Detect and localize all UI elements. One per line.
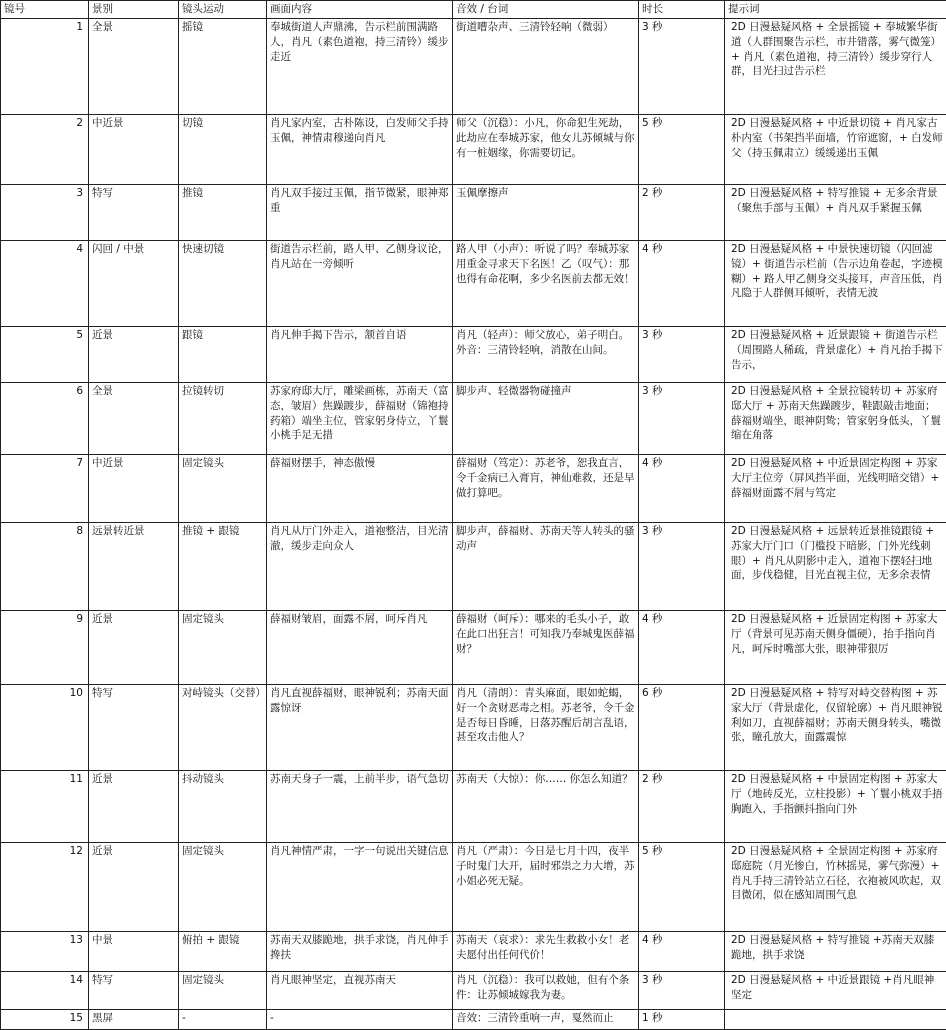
cell-duration: 2 秒 bbox=[639, 185, 725, 241]
cell-audio-dialogue: 薛福财（呵斥）：哪来的毛头小子，敢在此口出狂言！可知我乃奉城鬼医薛福财？ bbox=[453, 611, 639, 685]
cell-shot-size: 闪回 / 中景 bbox=[89, 241, 179, 327]
cell-duration: 6 秒 bbox=[639, 685, 725, 771]
cell-duration: 4 秒 bbox=[639, 932, 725, 972]
cell-audio-dialogue: 薛福财（笃定）：苏老爷，恕我直言，令千金病已入膏肓，神仙难救，还是早做打算吧。 bbox=[453, 455, 639, 523]
cell-camera-movement: 拉镜转切 bbox=[179, 383, 267, 455]
cell-prompt bbox=[725, 1010, 946, 1030]
cell-shot-number: 1 bbox=[1, 19, 89, 115]
cell-audio-dialogue: 肖凡（清朗）：青头麻面，眼如蛇蝎，好一个贪财恶毒之相。苏老爷，令千金是否每日昏睡，日落苏醒后胡言乱语，甚至攻击他人？ bbox=[453, 685, 639, 771]
cell-duration: 3 秒 bbox=[639, 523, 725, 611]
cell-scene-content: 苏南天身子一震，上前半步，语气急切 bbox=[267, 771, 453, 843]
cell-shot-number: 15 bbox=[1, 1010, 89, 1030]
cell-shot-size: 近景 bbox=[89, 771, 179, 843]
cell-shot-size: 中景 bbox=[89, 932, 179, 972]
cell-prompt: 2D 日漫悬疑风格 + 中近景切镜 + 肖凡家古朴内室（书架挡半面墙，竹帘遮窗，+ 白发师父（持玉佩肃立）缓缓递出玉佩 bbox=[725, 115, 946, 185]
cell-shot-number: 4 bbox=[1, 241, 89, 327]
cell-shot-size: 黑屏 bbox=[89, 1010, 179, 1030]
cell-shot-number: 12 bbox=[1, 843, 89, 932]
header-shot-number: 镜号 bbox=[1, 1, 89, 19]
cell-shot-size: 全景 bbox=[89, 383, 179, 455]
cell-camera-movement: 切镜 bbox=[179, 115, 267, 185]
table-row bbox=[1, 1010, 946, 1030]
cell-shot-number: 9 bbox=[1, 611, 89, 685]
cell-duration: 5 秒 bbox=[639, 843, 725, 932]
cell-shot-number: 7 bbox=[1, 455, 89, 523]
cell-shot-number: 14 bbox=[1, 972, 89, 1010]
cell-prompt: 2D 日漫悬疑风格 + 特写推镜 +苏南天双膝跪地，拱手求饶 bbox=[725, 932, 946, 972]
cell-duration: 4 秒 bbox=[639, 611, 725, 685]
cell-prompt: 2D 日漫悬疑风格 + 近景固定构图 + 苏家大厅（背景可见苏南天侧身僵硬），抬手指向肖凡，呵斥时嘴部大张，眼神带狠厉 bbox=[725, 611, 946, 685]
cell-shot-number: 5 bbox=[1, 327, 89, 383]
cell-duration: 4 秒 bbox=[639, 241, 725, 327]
cell-duration: 2 秒 bbox=[639, 771, 725, 843]
cell-camera-movement: 推镜 bbox=[179, 185, 267, 241]
cell-camera-movement: 固定镜头 bbox=[179, 611, 267, 685]
table-row bbox=[1, 383, 946, 455]
cell-prompt: 2D 日漫悬疑风格 + 中景固定构图 + 苏家大厅（地砖反光，立柱投影）+ 丫鬟小桃双手捂胸跑入，手指颤抖指向门外 bbox=[725, 771, 946, 843]
cell-shot-size: 近景 bbox=[89, 327, 179, 383]
cell-prompt: 2D 日漫悬疑风格 + 近景跟镜 + 街道告示栏（周围路人稀疏，背景虚化）+ 肖凡抬手揭下告示， bbox=[725, 327, 946, 383]
cell-audio-dialogue: 肖凡（沉稳）：我可以救她，但有个条件：让苏倾城嫁我为妻。 bbox=[453, 972, 639, 1010]
cell-scene-content: 街道告示栏前，路人甲、乙侧身议论，肖凡站在一旁倾听 bbox=[267, 241, 453, 327]
table-row bbox=[1, 19, 946, 115]
cell-shot-size: 中近景 bbox=[89, 115, 179, 185]
cell-prompt: 2D 日漫悬疑风格 + 特写推镜 + 无多余背景（聚焦手部与玉佩）+ 肖凡双手紧握玉佩 bbox=[725, 185, 946, 241]
header-prompt: 提示词 bbox=[725, 1, 946, 19]
cell-shot-size: 特写 bbox=[89, 185, 179, 241]
cell-prompt: 2D 日漫悬疑风格 + 中近景跟镜 +肖凡眼神坚定 bbox=[725, 972, 946, 1010]
header-scene-content: 画面内容 bbox=[267, 1, 453, 19]
table-row bbox=[1, 241, 946, 327]
table-row bbox=[1, 611, 946, 685]
cell-scene-content: 苏家府邸大厅，雕梁画栋，苏南天（富态，皱眉）焦躁踱步，薛福财（锦袍持药箱）端坐主位，管家躬身侍立，丫鬟小桃手足无措 bbox=[267, 383, 453, 455]
cell-scene-content: 肖凡直视薛福财，眼神锐利；苏南天面露惊讶 bbox=[267, 685, 453, 771]
cell-camera-movement: 固定镜头 bbox=[179, 843, 267, 932]
cell-camera-movement: 俯拍 + 跟镜 bbox=[179, 932, 267, 972]
cell-duration: 1 秒 bbox=[639, 1010, 725, 1030]
table-row bbox=[1, 972, 946, 1010]
cell-duration: 4 秒 bbox=[639, 455, 725, 523]
cell-prompt: 2D 日漫悬疑风格 + 远景转近景推镜跟镜 + 苏家大厅门口（门槛投下暗影，门外光线刺眼）+ 肖凡从阴影中走入，道袍下摆轻扫地面，步伐稳健，目光直视主位，无多余表情 bbox=[725, 523, 946, 611]
cell-audio-dialogue: 玉佩摩擦声 bbox=[453, 185, 639, 241]
cell-shot-number: 2 bbox=[1, 115, 89, 185]
cell-scene-content: 薛福财皱眉，面露不屑，呵斥肖凡 bbox=[267, 611, 453, 685]
cell-shot-number: 11 bbox=[1, 771, 89, 843]
cell-scene-content: 肖凡从厅门外走入，道袍整洁，目光清澈，缓步走向众人 bbox=[267, 523, 453, 611]
cell-audio-dialogue: 苏南天（哀求）：求先生救救小女！老夫愿付出任何代价！ bbox=[453, 932, 639, 972]
cell-shot-size: 特写 bbox=[89, 972, 179, 1010]
cell-duration: 3 秒 bbox=[639, 383, 725, 455]
cell-audio-dialogue: 街道嘈杂声、三清铃轻响（微弱） bbox=[453, 19, 639, 115]
cell-shot-size: 近景 bbox=[89, 611, 179, 685]
cell-prompt: 2D 日漫悬疑风格 + 中景快速切镜（闪回滤镜）+ 街道告示栏前（告示边角卷起，字迹模糊）+ 路人甲乙侧身交头接耳，声音压低，肖凡隐于人群侧耳倾听，表情无波 bbox=[725, 241, 946, 327]
header-camera-movement: 镜头运动 bbox=[179, 1, 267, 19]
cell-scene-content: 肖凡伸手揭下告示，颔首自语 bbox=[267, 327, 453, 383]
cell-scene-content: 肖凡家内室，古朴陈设，白发师父手持玉佩，神情肃穆递向肖凡 bbox=[267, 115, 453, 185]
cell-camera-movement: 推镜 + 跟镜 bbox=[179, 523, 267, 611]
cell-scene-content: 薛福财摆手，神态傲慢 bbox=[267, 455, 453, 523]
cell-scene-content: 肖凡眼神坚定，直视苏南天 bbox=[267, 972, 453, 1010]
header-shot-size: 景别 bbox=[89, 1, 179, 19]
cell-camera-movement: 摇镜 bbox=[179, 19, 267, 115]
table-row bbox=[1, 685, 946, 771]
table-row bbox=[1, 185, 946, 241]
cell-duration: 5 秒 bbox=[639, 115, 725, 185]
header-duration: 时长 bbox=[639, 1, 725, 19]
cell-audio-dialogue: 音效：三清铃重响一声，戛然而止 bbox=[453, 1010, 639, 1030]
table-row bbox=[1, 523, 946, 611]
cell-scene-content: 奉城街道人声鼎沸，告示栏前围满路人，肖凡（素色道袍，持三清铃）缓步走近 bbox=[267, 19, 453, 115]
cell-camera-movement: 对峙镜头（交替） bbox=[179, 685, 267, 771]
table-row bbox=[1, 115, 946, 185]
cell-scene-content: 肖凡神情严肃，一字一句说出关键信息 bbox=[267, 843, 453, 932]
cell-shot-size: 特写 bbox=[89, 685, 179, 771]
cell-shot-number: 13 bbox=[1, 932, 89, 972]
table-row bbox=[1, 455, 946, 523]
cell-camera-movement: - bbox=[179, 1010, 267, 1030]
cell-camera-movement: 固定镜头 bbox=[179, 455, 267, 523]
cell-audio-dialogue: 脚步声，薛福财、苏南天等人转头的骚动声 bbox=[453, 523, 639, 611]
cell-shot-number: 3 bbox=[1, 185, 89, 241]
cell-prompt: 2D 日漫悬疑风格 + 全景拉镜转切 + 苏家府邸大厅 + 苏南天焦躁踱步，鞋跟敲击地面；薛福财端坐，眼神阴鸷；管家躬身低头，丫鬟缩在角落 bbox=[725, 383, 946, 455]
cell-shot-size: 中近景 bbox=[89, 455, 179, 523]
cell-scene-content: 苏南天双膝跪地，拱手求饶，肖凡伸手搀扶 bbox=[267, 932, 453, 972]
cell-scene-content: - bbox=[267, 1010, 453, 1030]
cell-duration: 3 秒 bbox=[639, 327, 725, 383]
cell-shot-size: 远景转近景 bbox=[89, 523, 179, 611]
header-audio-dialogue: 音效 / 台词 bbox=[453, 1, 639, 19]
table-row bbox=[1, 771, 946, 843]
table-row bbox=[1, 932, 946, 972]
cell-duration: 3 秒 bbox=[639, 972, 725, 1010]
cell-camera-movement: 快速切镜 bbox=[179, 241, 267, 327]
cell-shot-number: 6 bbox=[1, 383, 89, 455]
cell-prompt: 2D 日漫悬疑风格 + 中近景固定构图 + 苏家大厅主位旁（屏风挡半面，光线明暗交错）+ 薛福财面露不屑与笃定 bbox=[725, 455, 946, 523]
cell-audio-dialogue: 师父（沉稳）：小凡，你命犯生死劫，此劫应在奉城苏家，他女儿苏倾城与你有一桩姻缘，你需要切记。 bbox=[453, 115, 639, 185]
header-row bbox=[1, 1, 946, 19]
cell-audio-dialogue: 苏南天（大惊）：你…… 你怎么知道？ bbox=[453, 771, 639, 843]
cell-camera-movement: 跟镜 bbox=[179, 327, 267, 383]
cell-camera-movement: 抖动镜头 bbox=[179, 771, 267, 843]
cell-shot-number: 10 bbox=[1, 685, 89, 771]
cell-audio-dialogue: 肖凡（轻声）：师父放心，弟子明白。外音：三清铃轻响，消散在山间。 bbox=[453, 327, 639, 383]
table-row bbox=[1, 843, 946, 932]
cell-prompt: 2D 日漫悬疑风格 + 全景摇镜 + 奉城繁华街道（人群围聚告示栏，市井错落，雾气微笼）+ 肖凡（素色道袍，持三清铃）缓步穿行人群，目光扫过告示栏 bbox=[725, 19, 946, 115]
cell-shot-size: 全景 bbox=[89, 19, 179, 115]
cell-audio-dialogue: 肖凡（严肃）：今日是七月十四，夜半子时鬼门大开，届时邪祟之力大增，苏小姐必死无疑。 bbox=[453, 843, 639, 932]
cell-prompt: 2D 日漫悬疑风格 + 全景固定构图 + 苏家府邸庭院（月光惨白，竹林摇晃，雾气弥漫）+ 肖凡手持三清铃站立石径，衣袍被风吹起，双目微闭，似在感知周围气息 bbox=[725, 843, 946, 932]
cell-shot-size: 近景 bbox=[89, 843, 179, 932]
cell-camera-movement: 固定镜头 bbox=[179, 972, 267, 1010]
cell-scene-content: 肖凡双手接过玉佩，指节微紧，眼神郑重 bbox=[267, 185, 453, 241]
cell-audio-dialogue: 脚步声、轻微器物碰撞声 bbox=[453, 383, 639, 455]
cell-duration: 3 秒 bbox=[639, 19, 725, 115]
cell-shot-number: 8 bbox=[1, 523, 89, 611]
cell-prompt: 2D 日漫悬疑风格 + 特写对峙交替构图 + 苏家大厅（背景虚化，仅留轮廓）+ 肖凡眼神锐利如刀，直视薛福财；苏南天侧身转头，嘴微张，瞳孔放大，面露震惊 bbox=[725, 685, 946, 771]
cell-audio-dialogue: 路人甲（小声）：听说了吗？奉城苏家用重金寻求天下名医！乙（叹气）：那也得有命花啊，多少名医前去都无效！ bbox=[453, 241, 639, 327]
table-row bbox=[1, 327, 946, 383]
